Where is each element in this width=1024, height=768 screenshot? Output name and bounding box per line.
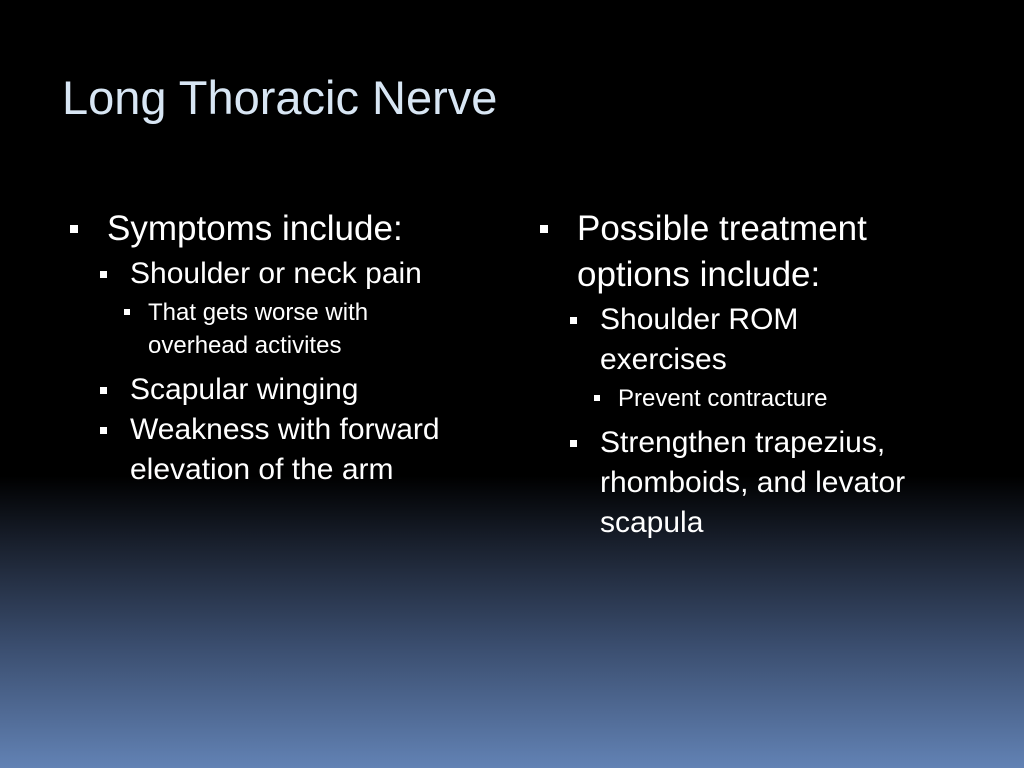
left-item-scapular-winging (62, 370, 502, 410)
square-bullet-icon (124, 309, 130, 315)
bullet-text: Weakness with forward elevation of the arm (130, 413, 440, 486)
bullet-text: Strengthen trapezius, rhomboids, and levator scapula (600, 426, 906, 539)
right-subitem-contracture (532, 382, 962, 415)
square-bullet-icon (100, 387, 107, 394)
square-bullet-icon (594, 395, 600, 401)
left-item-weakness (62, 410, 490, 490)
right-item-rom (532, 300, 830, 380)
bullet-text: Shoulder ROM exercises (600, 303, 799, 376)
bullet-text: Prevent contracture (618, 385, 828, 412)
right-item-strengthen (532, 423, 960, 543)
square-bullet-icon (100, 271, 107, 278)
left-subitem-overhead (62, 296, 448, 362)
left-column (62, 206, 502, 490)
left-heading-item (62, 206, 502, 252)
left-item-shoulder-pain (62, 254, 502, 294)
bullet-text: That gets worse with overhead activites (148, 299, 369, 359)
right-heading-item (532, 206, 907, 298)
right-column (532, 206, 962, 543)
square-bullet-icon (70, 225, 78, 233)
left-heading: Symptoms include: (107, 209, 403, 248)
slide-title: Long Thoracic Nerve (62, 71, 498, 124)
bullet-text: Shoulder or neck pain (130, 257, 422, 290)
square-bullet-icon (570, 440, 577, 447)
bullet-text: Scapular winging (130, 373, 359, 406)
square-bullet-icon (540, 225, 548, 233)
square-bullet-icon (570, 317, 577, 324)
square-bullet-icon (100, 427, 107, 434)
right-heading: Possible treatment options include: (577, 209, 867, 294)
